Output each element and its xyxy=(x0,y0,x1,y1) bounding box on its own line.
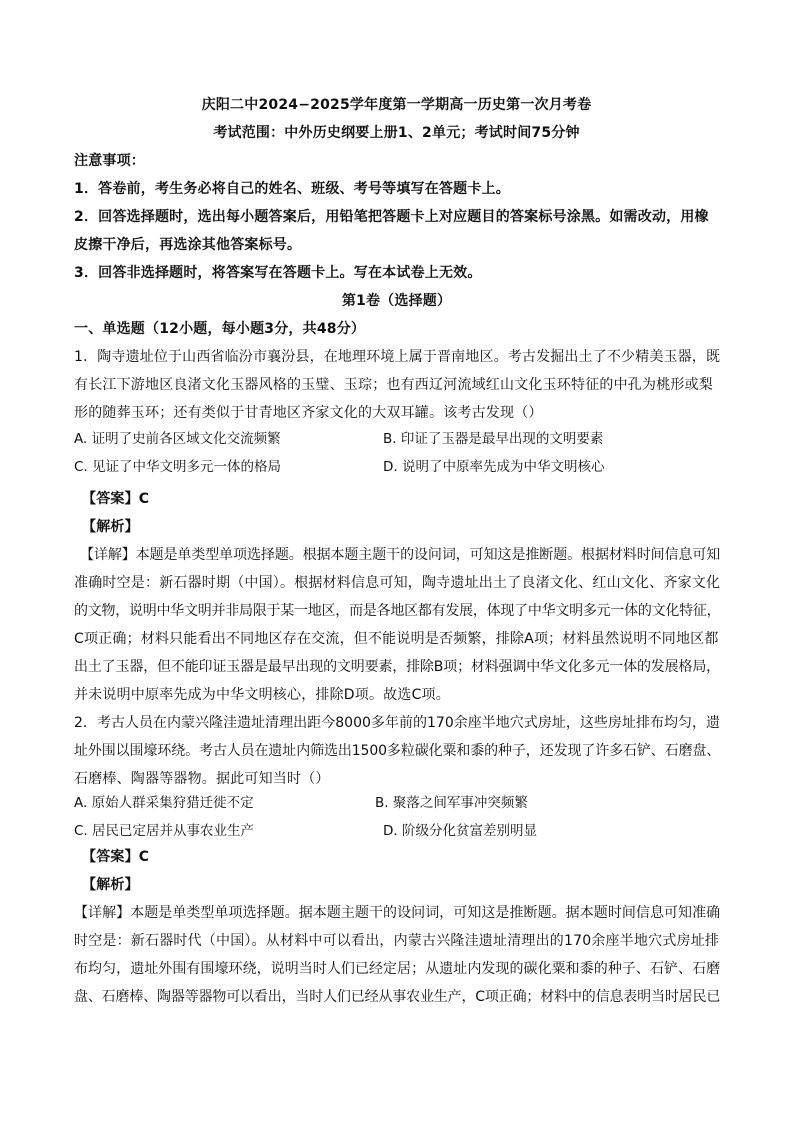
q1-answer: 【答案】C xyxy=(82,491,150,507)
q1-option-a: A. 证明了史前各区域文化交流频繁 xyxy=(74,431,281,447)
q2-option-c: C. 居民已定居并从事农业生产 xyxy=(74,823,255,839)
q1-option-b: B. 印证了玉器是最早出现的文明要素 xyxy=(383,431,604,447)
notes-heading: 注意事项： xyxy=(74,153,145,169)
q1-detail-line: 并未说明中原率先成为中华文明核心，排除D项。故选C项。 xyxy=(74,687,450,703)
q2-stem-line: 址外围以围壕环绕。考古人员在遗址内筛选出1500多粒碳化粟和黍的种子，还发现了许多石铲、石磨盘、 xyxy=(74,743,721,759)
q2-stem-line: 石磨棒、陶器等器物。据此可知当时（） xyxy=(74,771,330,787)
note-item: 皮擦干净后，再选涂其他答案标号。 xyxy=(74,237,302,253)
volume-heading: 第1卷（选择题） xyxy=(341,293,452,309)
q2-option-d: D. 阶级分化贫富差别明显 xyxy=(383,823,537,839)
q1-detail-line: 的文物，说明中华文明并非局限于某一地区，而是各地区都有发展，体现了中华文明多元一体的文化特征， xyxy=(74,603,721,619)
q1-stem-line: 形的随葬玉环；还有类似于甘青地区齐家文化的大双耳罐。该考古发现（） xyxy=(74,405,543,421)
q1-option-c: C. 见证了中华文明多元一体的格局 xyxy=(74,459,282,475)
q1-option-d: D. 说明了中原率先成为中华文明核心 xyxy=(383,459,605,475)
exam-title: 庆阳二中2024−2025学年度第一学期高一历史第一次月考卷 xyxy=(201,97,592,113)
part-heading: 一、单选题（12小题，每小题3分，共48分） xyxy=(74,321,366,337)
q2-stem-line: 2．考古人员在内蒙兴隆洼遗址清理出距今8000多年前的170余座半地穴式房址，这些房址排布均匀，遗 xyxy=(74,715,721,731)
q1-stem-line: 有长江下游地区良渚文化玉器风格的玉璧、玉琮；也有西辽河流域红山文化玉环特征的中孔为桃形或梨 xyxy=(74,377,713,393)
q1-stem-line: 1．陶寺遗址位于山西省临汾市襄汾县，在地理环境上属于晋南地区。考古发掘出土了不少精美玉器，既 xyxy=(74,349,721,365)
q1-analysis-label: 【解析】 xyxy=(82,519,139,535)
note-item: 3．回答非选择题时，将答案写在答题卡上。写在本试卷上无效。 xyxy=(74,265,482,281)
exam-subtitle: 考试范围：中外历史纲要上册1、2单元；考试时间75分钟 xyxy=(213,125,580,141)
q1-detail-line: 准确时空是：新石器时期（中国）。根据材料信息可知，陶寺遗址出土了良渚文化、红山文化、齐家文化 xyxy=(74,575,721,591)
note-item: 2．回答选择题时，选出每小题答案后，用铅笔把答题卡上对应题目的答案标号涂黑。如需改动，用橡 xyxy=(74,209,709,225)
note-item: 1．答卷前，考生务必将自己的姓名、班级、考号等填写在答题卡上。 xyxy=(74,181,510,197)
q2-detail-line: 布均匀，遗址外围有围壕环绕，说明当时人们已经定居；从遗址内发现的碳化粟和黍的种子、石铲、石磨 xyxy=(74,961,721,977)
q2-option-a: A. 原始人群采集狩猎迁徙不定 xyxy=(74,795,254,811)
q2-detail-line: 盘、石磨棒、陶器等器物可以看出，当时人们已经从事农业生产，C项正确；材料中的信息表明当时居民已 xyxy=(74,989,721,1005)
q1-detail-line: 出土了玉器，但不能印证玉器是最早出现的文明要素，排除B项；材料强调中华文化多元一体的发展格局， xyxy=(74,659,721,675)
q1-detail-line: C项正确；材料只能看出不同地区存在交流，但不能说明是否频繁，排除A项；材料虽然说明不同地区都 xyxy=(74,631,719,647)
q2-analysis-label: 【解析】 xyxy=(82,877,139,893)
q2-option-b: B. 聚落之间军事冲突频繁 xyxy=(375,795,528,811)
q2-detail-line: 时空是：新石器时代（中国）。从材料中可以看出，内蒙古兴隆洼遗址清理出的170余座半地穴式房址排 xyxy=(74,933,720,949)
q2-answer: 【答案】C xyxy=(82,849,150,865)
q2-detail-line: 【详解】本题是单类型单项选择题。据本题主题干的设问词，可知这是推断题。据本题时间信息可知准确 xyxy=(74,905,721,921)
q1-detail-line: 【详解】本题是单类型单项选择题。根据本题主题干的设问词，可知这是推断题。根据材料时间信息可知 xyxy=(80,547,721,563)
